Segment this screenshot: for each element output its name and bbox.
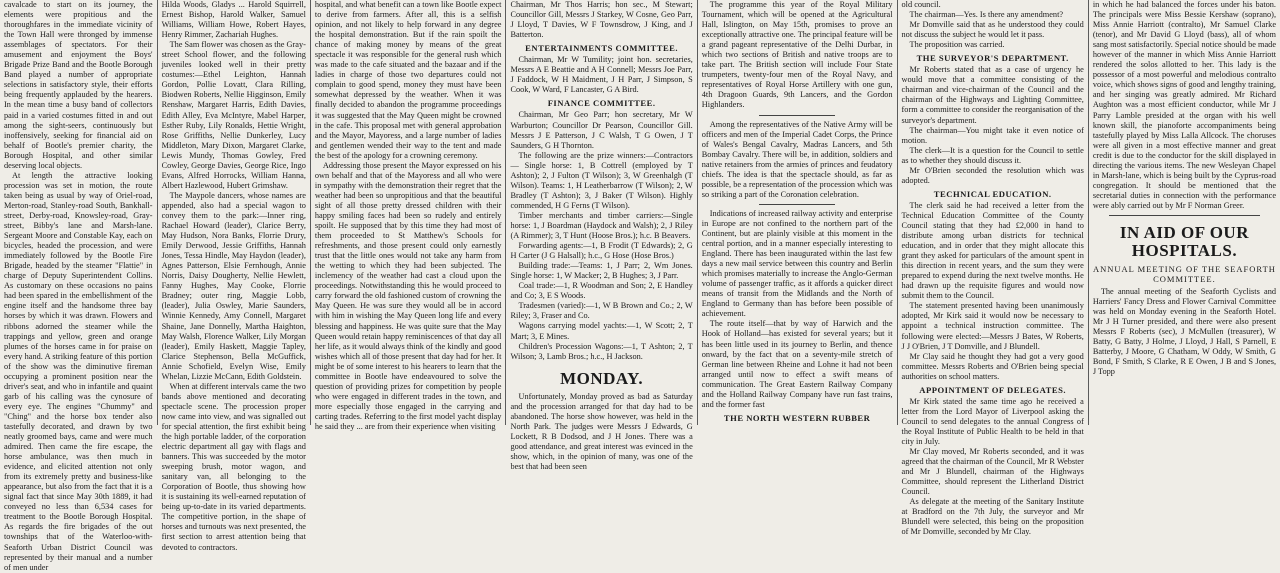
paragraph: Chairman, Mr Geo Parr; hon secretary, Mr W Warburton; Councillor Dr Pearson, Councillor Gill. Messrs J E Patterson, J C Walsh, T G Owen, J T Saunders, G H Thornton.	[510, 110, 693, 150]
paragraph: The clerk—It is a question for the Council to settle as to whether they should discuss it.	[901, 145, 1084, 165]
section-heading: APPOINTMENT OF DELEGATES.	[919, 384, 1067, 395]
paragraph: Mr Kirk stated the same time ago he received a letter from the Lord Mayor of Liverpool asking the Council to send delegates to the annual Congress of the Royal Institute of Public Health to be held in that city in July.	[901, 396, 1084, 446]
paragraph: Mr O'Brien seconded the resolution which was adopted.	[901, 165, 1084, 185]
paragraph: hospital, and what benefit can a town like Bootle expect to derive from farmers. After all, this is a selfish opinion, and not likely to help forward in any degree the hospital demonstration. But if the rain spoilt the chance of making money by means of the great spectacle it was responsible for the general rush which was made to the cafe situated and the bazaar and if the ladies in charge of those two departures could not complain to good spend, money they must have been somewhat depressed by the weather. When it was finally decided to abandon the programme proceedings it was suggested that the May Queen might be crowned in the cafe. This proposal met with general approbation and the Mayor, Mayoress, and a large number of ladies and gentlemen wended their way to the tent and made the best of the apology for a crowning ceremony.	[314, 0, 502, 160]
paragraph: Mr Clay moved, Mr Roberts seconded, and it was agreed that the chairman of the Council, Mr R Webster and Mr J Blundell, chairman of the Highways Committee, should represent the Litherland District Council.	[901, 447, 1084, 497]
paragraph: Wagons carrying model yachts:—1, W Scott; 2, T Mart; 3, E Mines.	[510, 321, 693, 341]
column-4	[506, 0, 697, 471]
section-heading: TECHNICAL EDUCATION.	[933, 188, 1052, 199]
paragraph: Chairman, Mr Thos Harris; hon sec., M Stewart; Councillor Gill, Messrs J Starkey, W Cosne, Geo Parr, J Lloyd, T Davies, W F Townsdrow, J King, and J Batterton.	[510, 0, 693, 40]
section-heading: FINANCE COMMITTEE.	[547, 98, 656, 109]
paragraph: Children's Procession Wagons:—1, T Ashton; 2, T Wilson; 3, Lamb Bros.; h.c., H Jackson.	[510, 341, 693, 361]
sub-heading: ANNUAL MEETING OF THE SEAFORTH COMMITTEE.	[1092, 263, 1276, 285]
paragraph: The annual meeting of the Seaforth Cyclists and Harriers' Fancy Dress and Flower Carnival Committee was held on Monday evening in the Seaforth Hotel. Mr J H Turner presided, and there were also present Messrs F Roberts (sec), J McMullen (treasurer), W Batty, G Batty, J Holme, J Lloyd, J Hall, S Parnell, E Batterby, J Moore, G Chatham, W Oddy, W Smith, G Bond, F Smith, S Clarke, R E Owen, J B and S Jones, J Topp	[1092, 287, 1277, 377]
big-heading: IN AID OF OUR HOSPITALS.	[1119, 222, 1249, 260]
paragraph: The chairman—Yes. Is there any amendment?	[909, 10, 1064, 20]
paragraph: Mr Domville said that as he understood they could not discuss the subject he would let it pass.	[901, 20, 1084, 40]
divider-rule	[759, 115, 835, 116]
paragraph: The following are the prize winners:—Contractors — Single horse: 1, B Cottrell (employed by T Ashton); 2, J Fulton (T Wilson); 3, W Greenhalgh (T Wilson). Teams: 1, H Leatherbarrow (T Wilson); 2, W Bradley (T Ashton); 3, J Baker (T Wilson). Highly commended, H G Ferns (T Wilson).	[510, 150, 693, 210]
paragraph: cavalcade to start on its journey, the elements were propitious and the thoroughfares in the immediate vicinity of the Town Hall were thronged by immense assemblages of spectators. For their amusement and enjoyment the Boys' Brigade Prize Band and the Bootle Borough Band played a number of appropriate selections in satisfactory style, their efforts being frequently applauded by the hearers. In the mean time a busy band of collectors paid in a varied costumes fitted in and out among the sight-seers, continuously but inoffensively, seeking for financial aid on behalf of Bootle's premier charity, the Borough Hospital, and other similar deserving local objects.	[4, 0, 153, 170]
paragraph: The Maypole dancers, whose names are appended, also had a special wagon to convey them to the park:—Inner ring, Rachael Howard (leader), Clarice Berry, May Hudson, Nora Banks, Florrie Drury, Emily Derwood, Jessie Griffiths, Hannah Jones, Tessa Hindle, May Haydon (leader), Agnes Patterson, Elsie Fernhough, Annie Norris, Daisy Dougherty, Nellie Hewlett, Fanny Hughes, May Cooke, Florrie Bradney; outer ring, Maggie Lobb, (leader), Julia Oswley, Marie Saunders, Winnie Kennedy, Amy Connell, Margaret Shaine, Jane Donnelly, Martha Haighton, May Walsh, Florence Walker, Lily Morgan (leader), Emily Haskett, Maggie Tapley, Clarice Stephenson, Bella McGuffick, Annie Schofield, Evelyn Wise, Emily Whelan, Lizzie McCann, Edith Goldstein.	[161, 190, 306, 381]
paragraph: Hilda Woods, Gladys ... Harold Squirrell, Ernest Bishop, Harold Walker, Samuel Williams, William Howe, Robert Hayes, Henry Rimmer, Zachariah Hughes.	[161, 0, 306, 40]
paragraph: The clerk said he had received a letter from the Technical Education Committee of the County Council stating that they had £2,000 in hand to distribute among urban districts for technical education, and in order that they might allocate this grant they asked for particulars of the amount spent in this direction in recent years, and the sum they were prepared to expend during the next twelve months. He had drawn up the requisite figures and would now submit them to the Council.	[901, 200, 1084, 301]
divider-rule	[759, 204, 835, 205]
paragraph: The proposition was carried.	[909, 40, 1005, 50]
paragraph: As delegate at the meeting of the Sanitary Institute at Bradford on the 7th July, the surveyor and Mr Blundell were selected, this being on the proposition of Mr Domville, seconded by Mr Clay.	[901, 497, 1084, 537]
column-6	[898, 0, 1089, 537]
paragraph: The Sam flower was chosen as the Gray-street School flower, and the following juveniles looked well in their pretty costumes:—Ethel Leighton, Hannah Gordon, Pollie Lovatt, Clara Rilling, Biodwen Roberts, Nellie Higginson, Emily Renshaw, Margaret Harris, Edith Davies, Edith Alley, Eva McIntyre, Mabel Harper, Esther Ruby, Lily Ronalds, Hettie Wright, Rose Griffiths, Nellie Dunkerley, Lucy Middleton, Mary Dixon, Margaret Clarke, Lewis Mundy, Thomas Gowley, Fred Cowley, George Davies, George Rice, Ingo Evans, Alfred Horrocks, William Hanna, Albert Hazlewood, Hubert Grimshaw.	[161, 40, 306, 190]
big-heading: MONDAY.	[560, 368, 644, 388]
paragraph: in which he had balanced the forces under his baton. The principals were Miss Bessie Kershaw (soprano), Miss Annie Harriott (contralto), Mr Samuel Clarke (tenor), and Mr David G Lloyd (bass), all of whom sang most satisfactorily. Special notice should be made however of the manner in which Miss Annie Harriott rendered the solos allotted to her. This lady is the possessor of a most powerful and melodious contralto voice, which shows signs of good and lengthy training, and her singing was greatly admired. Mr Richard Aughton was a most efficient conductor, while Mr J Parry Lamble presided at the organ with his well known skill, the pianoforte accompaniments being tastefully played by Miss Lalla Allcock. The choruses were all given in a most effective manner and great credit is due to the conductor for the skill displayed in directing the various items. The new Wesleyan Chapel in Marsh-lane, which is being built by the Cyprus-road congregation. It should be mentioned that the secretarial duties in connection with the performance were ably carried out by Mr F Norman Greer.	[1092, 0, 1277, 210]
paragraph: Mr Roberts stated that as a case of urgency he would move that a committee consisting of the chairman and vice-chairman of the Council and the chairman of the Highways and Lighting Committee, form a committee to consider the reorganisation of the surveyor's department.	[901, 65, 1084, 125]
section-heading: THE NORTH WESTERN RUBBER	[723, 412, 871, 423]
column-7	[1089, 0, 1280, 425]
paragraph: The chairman—You might take it even notice of motion.	[901, 125, 1084, 145]
paragraph: The programme this year of the Royal Military Tournament, which will be opened at the Agricultural Hall, Islington, on May 15th, promises to prove an exceptionally attractive one. The principal feature will be a grand pageant representative of the Delhi Durbar, in which two sections of British and native troops are to take part. The British section will include Four State trumpeters, twenty-four men of the Royal Navy, and representatives of Royal Horse Artillery with one gun, 4th Dragoon Guards, 9th Lancers, and the Gordon Highlanders.	[701, 0, 893, 110]
paragraph: old council.	[901, 0, 941, 9]
paragraph: At length the attractive looking procession was set in motion, the route taken being as usual by way of Oriel-road, Merton-road, Stanley-road South, Bankhall-street, Derby-road, Knowsley-road, Gray-street, Bibby's lane and Marsh-lane. Sergeant Moore and Constable Kay, each on bicycles, headed the procession, and were immediately followed by the Bootle Fire Brigade, headed by the steamer "Flattie" in charge of Deputy Superintendent Collins. As customary on these occasions no pains had been spared in the embellishment of the engine itself and the handsome three bay horses by which it was drawn. Flowers and ribbons adorned the steamer while the trappings and yellow, green and orange plumes of the horses came in for praise on every hand. A striking feature of this portion of the show was the diminutive fireman occupying a prominent position near the driver's seat, and who in infantile and quaint garb of his calling was the cynosure of every eye. The engines "Chummy" and "Ching" and the horse box tender also tastefully decorated, and drawn by two neatly groomed bays, came and were much admired. Then came the fire escape, the horse ambulance, was then much in evidence, and elicited attention not only from its extremely pretty and business-like appearance, but also from the fact that it is a signal fact that since May 30th 1889, it had conveyed no less than 6,534 cases for treatment to the Bootle Borough Hospital. As regards the fire brigades of the out townships that of the Waterloo-with-Seaforth Urban District Council was represented by their manual and a number of men under	[4, 170, 153, 572]
divider-rule	[1109, 215, 1260, 216]
column-2	[158, 0, 311, 552]
paragraph: Chairman, Mr W Tumility; joint hon. secretaries, Messrs A E Beattie and A H Connell; Messrs Joe Parr, J Faddock, W H Maidment, J H Parr, J Simpson, S Cook, W Ward, F Lancaster, G A Bird.	[510, 55, 693, 95]
paragraph: Indications of increased railway activity and enterprise in Europe are not confined to the northern part of the Continent, but are plainly visible at this moment in the central portion, and in a manner especially interesting to England. There has been inaugurated within the last few days a new mail service between this country and Berlin which promises materially to increase the Anglo-German volume of passenger traffic, as it affords a quicker direct means of transit from the Midlands and the North of England to Germany than has before been possible of achievement.	[701, 208, 893, 319]
paragraph: When at different intervals came the two bands above mentioned and decorating spectacle scene. The procession proper now came into view, and was signalled out for special attention, the first exhibit being the high portable ladder, of the corporation electric department all gay with flags and banners. This was succeeded by the motor sweeping brush, motor wagon, and sanitary van, all belonging to the Corporation of Bootle, thus showing how it is sustaining its well-earned reputation of being up-to-date in its varied departments. The competitive portion, in the shape of horses and turnouts was next presented, the first section to arrest attention being that devoted to contractors.	[161, 381, 306, 552]
column-3	[311, 0, 507, 431]
column-5	[698, 0, 898, 425]
paragraph: Building trade:—Teams: 1, J Parr; 2, Wm Jones. Single horse: 1, W Macker; 2, B Hughes; 3, J Parr.	[510, 261, 693, 281]
paragraph: The statement presented having been unanimously adopted, Mr Kirk said it would now be necessary to appoint a technical instruction committee. The following were elected:—Messrs J Bates, W Roberts, J J O'Brien, J T Domville, and J Blundell.	[901, 301, 1084, 351]
paragraph: Among the representatives of the Native Army will be officers and men of the Imperial Cadet Corps, the Prince of Wales's Bengal Cavalry, Madras Lancers, and 5th Bombay Cavalry. There will be, in addition, soldiers and native retainers from the armies of princes and feudatory chiefs. The idea is that the spectacle should, as far as possible, be a representation of the procession which was so striking a part of the Coronation celebration.	[701, 119, 893, 199]
section-heading: ENTERTAINMENTS COMMITTEE.	[525, 43, 679, 54]
paragraph: The route itself—that by way of Harwich and the Hook of Holland—has existed for several years; but it has been little used in its journey to Berlin, and thence onward, by the fact that on a seventy-mile stretch of German line between Rheine and Lohne it had not been arranged until now to effect a swift means of communication. The Great Eastern Railway Company and the Holland Railway Company have run fast trains, and the former fast	[701, 319, 893, 409]
paragraph: Timber merchants and timber carriers:—Single horse: 1, J Boardman (Haydock and Walsh); 2, J Riley (A Rimmer); 3, T Hunt (Hoose Bros.); h.c. B Beavers.	[510, 210, 693, 241]
paragraph: Addressing those present the Mayor expressed on his own behalf and that of the Mayoress and all who were in sympathy with the demonstration their regret that the weather had been so unpropitious and that the beautiful sight of all those pretty dressed children with their happy smiling faces had been so rudely and entirely spoilt. He supposed that by this time they had most of them proceeded to St Matthew's Schools for refreshments, and those present could only earnestly trust that the little ones would not take any harm from the wetting to which they had been subjected. The inclemency of the weather had cast a cloud upon the proceedings. Notwithstanding this he would proceed to carry forward the old fashioned custom of crowning the May Queen. He was sure they would all be in accord with him in wishing the May Queen long life and every blessing and happiness. He was quite sure that the May Queen would retain happy reminiscences of that day all her life, as it would always think of the kindly and good wishes which all of those present that day had for her. It might be of some interest to his hearers to learn that the committee in Bootle have endeavoured to solve the question of providing prizes for competition by people who were engaged in different trades in the town, and more especially those engaged in the carrying and carting trades. Referring to the first model yacht display he said they ... are from their experience when visiting	[314, 160, 502, 431]
paragraph: Mr Clay said he thought they had got a very good committee. Messrs Roberts and O'Brien being special authorities on school matters.	[901, 351, 1084, 381]
paragraph: Unfortunately, Monday proved as bad as Saturday and the procession arranged for that day had to be abandoned. The horse show however, was held in the North Park. The judges were Messrs J Edwards, G Lockett, R B Dodsod, and J H Jones. There was a good attendance, and great interest was evinced in the show, which, in the opinion of many, was one of the best that had been seen	[510, 391, 693, 471]
paragraph: Forwarding agents:—1, B Frodit (T Edwards); 2, G H Carter (J G Halsall); h.c., G Hose (Hose Bros.)	[510, 241, 693, 261]
section-heading: THE SURVEYOR'S DEPARTMENT.	[916, 53, 1069, 64]
paragraph: Coal trade:—1, R Woodman and Son; 2, E Handley and Co; 3, E S Woods.	[510, 281, 693, 301]
paragraph: Tradesmen (varied):—1, W B Brown and Co.; 2, W Riley; 3, Fraser and Co.	[510, 301, 693, 321]
column-1	[0, 0, 158, 572]
